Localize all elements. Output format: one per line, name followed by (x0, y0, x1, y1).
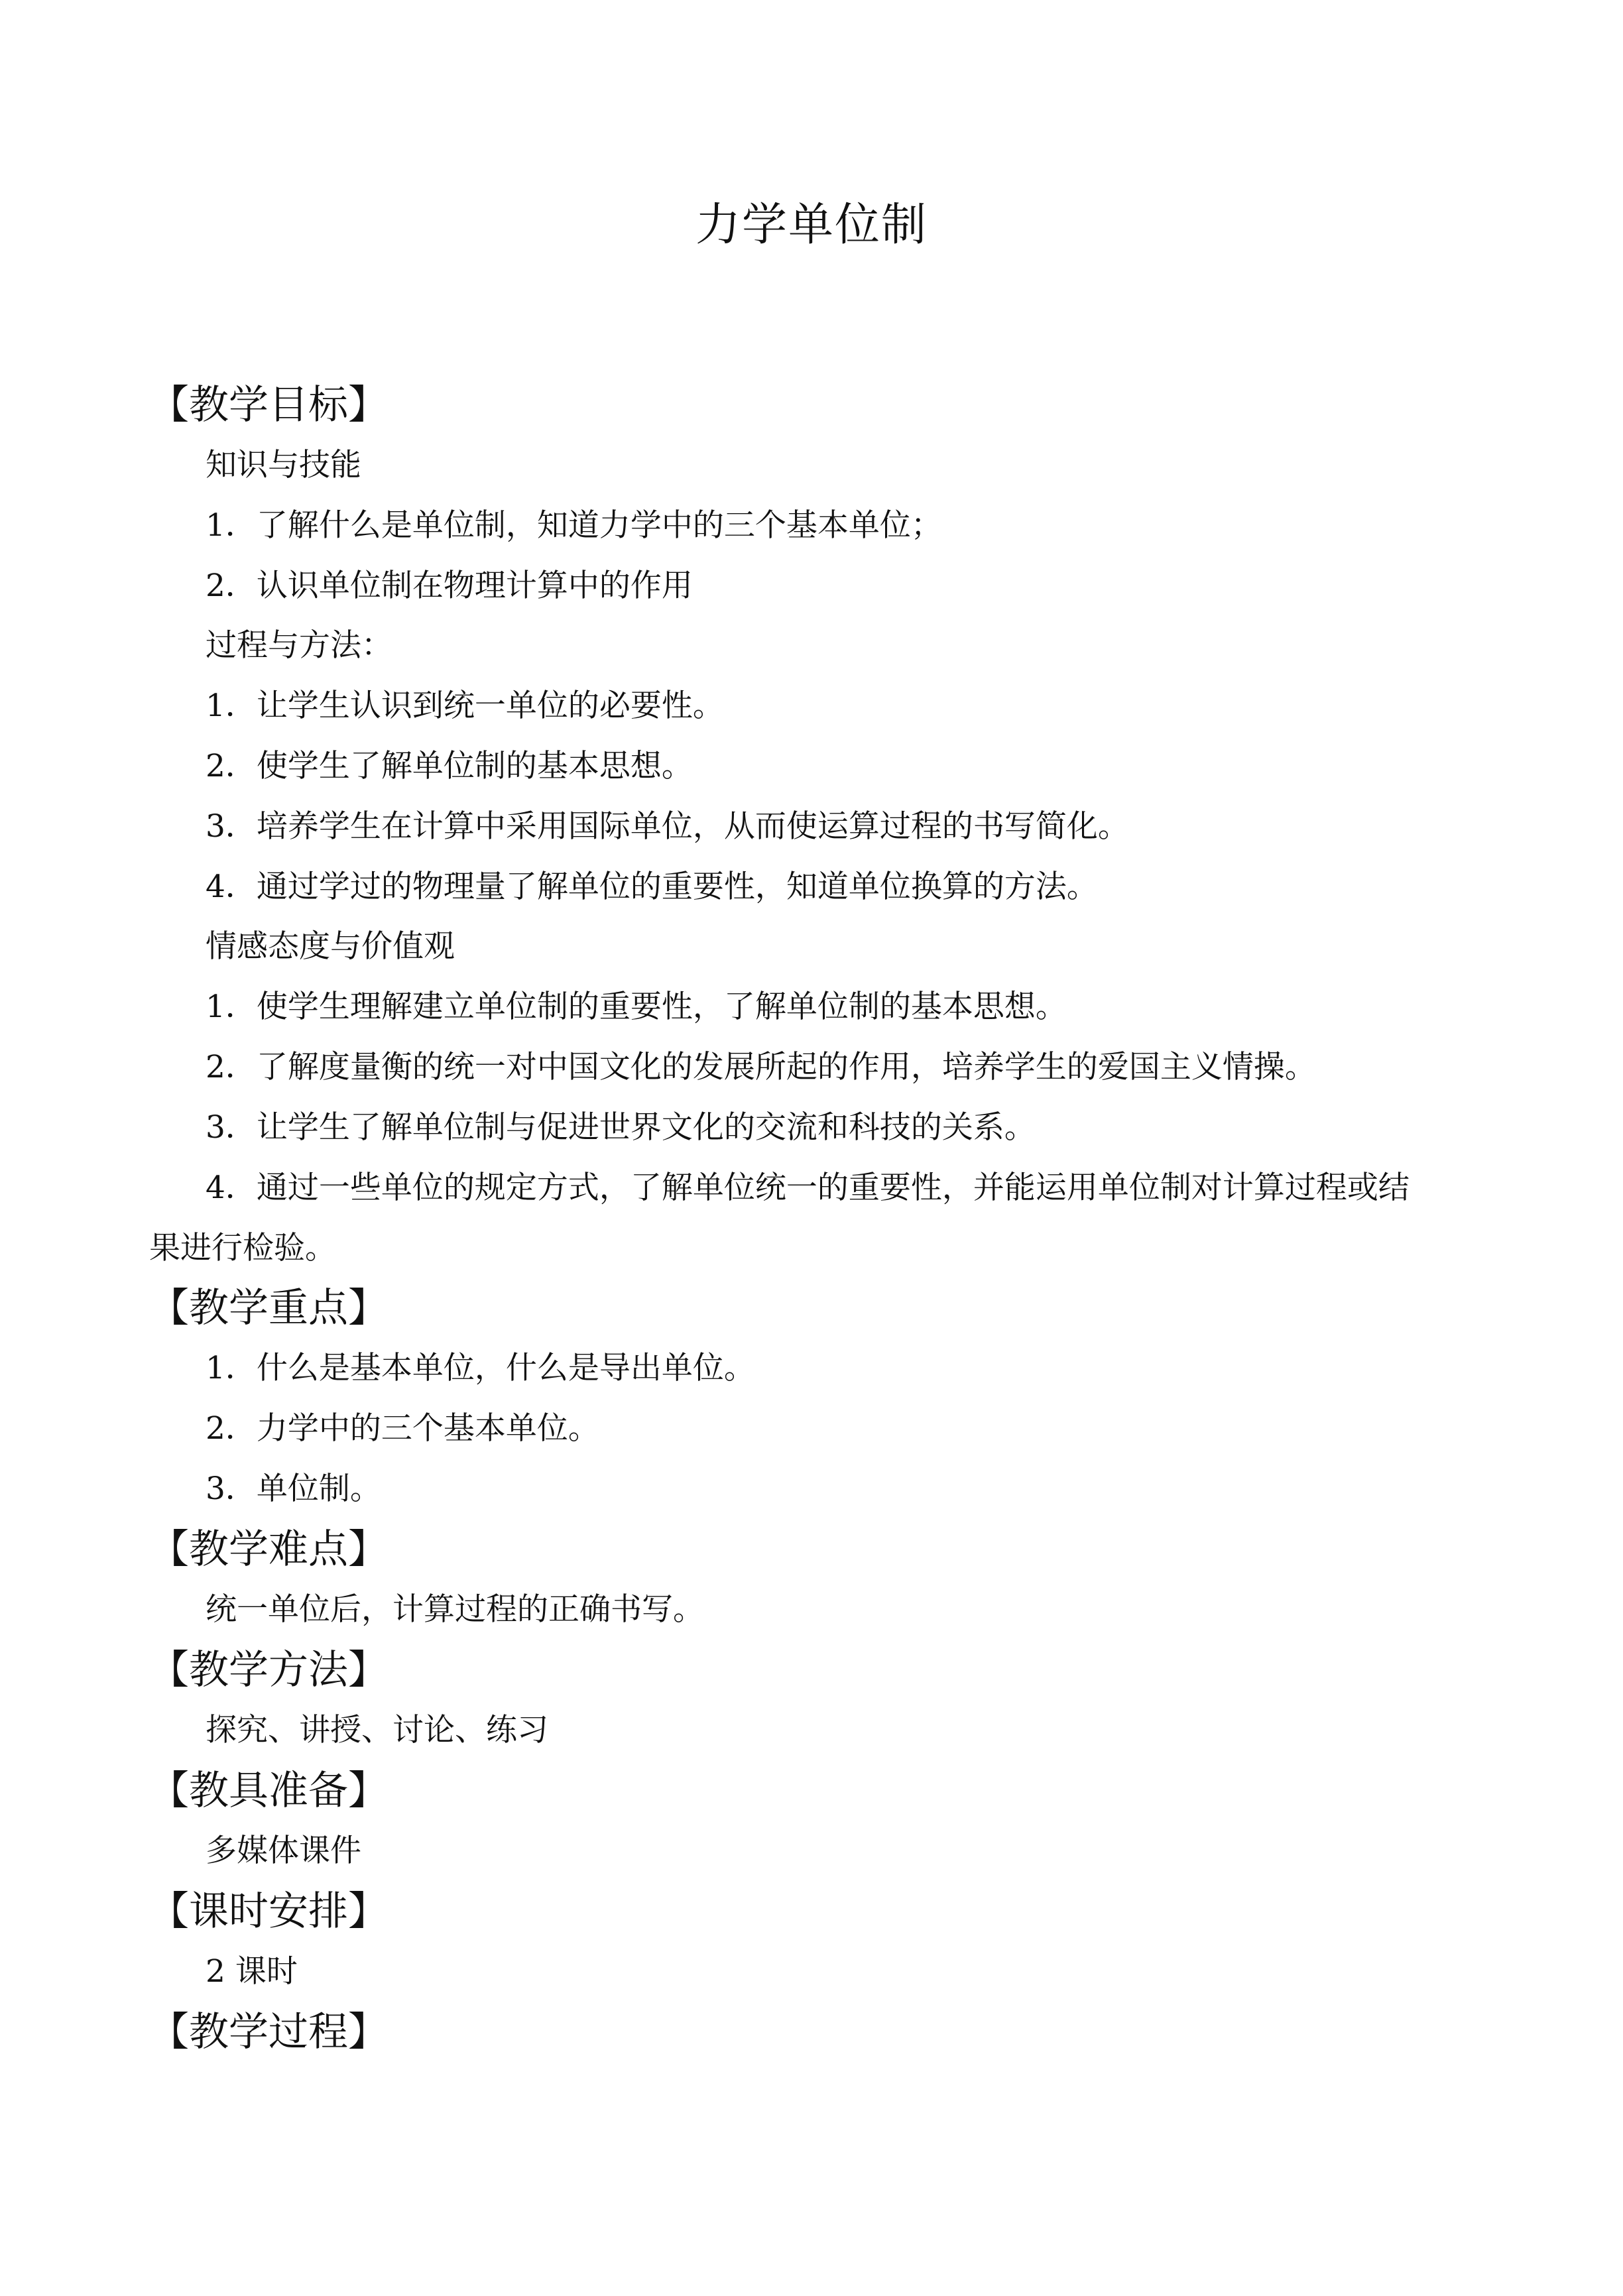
label-emotion: 情感态度与价值观 (206, 928, 455, 965)
tools-text: 多媒体课件 (206, 1833, 361, 1869)
emotion-item-4-line2: 果进行检验。 (149, 1230, 336, 1266)
process-item-1: 1．让学生认识到统一单位的必要性。 (206, 688, 724, 724)
emotion-item-4-line1: 4．通过一些单位的规定方式，了解单位统一的重要性，并能运用单位制对计算过程或结 (206, 1170, 1410, 1206)
heading-tools: 【教具准备】 (149, 1768, 388, 1814)
heading-process: 【教学过程】 (149, 2009, 388, 2055)
emotion-item-2: 2．了解度量衡的统一对中国文化的发展所起的作用，培养学生的爱国主义情操。 (206, 1049, 1316, 1085)
label-knowledge: 知识与技能 (206, 447, 361, 483)
document-title: 力学单位制 (695, 199, 928, 251)
emotion-item-3: 3．让学生了解单位制与促进世界文化的交流和科技的关系。 (206, 1109, 1036, 1146)
heading-difficulties: 【教学难点】 (149, 1526, 388, 1573)
heading-schedule: 【课时安排】 (149, 1888, 388, 1935)
key-point-item-3: 3．单位制。 (206, 1471, 381, 1507)
process-item-3: 3．培养学生在计算中采用国际单位，从而使运算过程的书写简化。 (206, 808, 1129, 845)
schedule-text: 2 课时 (206, 1953, 298, 1990)
knowledge-item-2: 2．认识单位制在物理计算中的作用 (206, 568, 693, 604)
label-process: 过程与方法： (206, 627, 392, 664)
emotion-item-1: 1．使学生理解建立单位制的重要性，了解单位制的基本思想。 (206, 989, 1067, 1025)
heading-methods: 【教学方法】 (149, 1647, 388, 1693)
knowledge-item-1: 1．了解什么是单位制，知道力学中的三个基本单位； (206, 507, 942, 544)
process-item-4: 4．通过学过的物理量了解单位的重要性，知道单位换算的方法。 (206, 869, 1098, 905)
heading-objectives: 【教学目标】 (149, 382, 388, 428)
key-point-item-1: 1．什么是基本单位，什么是导出单位。 (206, 1350, 755, 1386)
difficulties-text: 统一单位后，计算过程的正确书写。 (206, 1591, 704, 1628)
methods-text: 探究、讲授、讨论、练习 (206, 1712, 548, 1748)
heading-key-points: 【教学重点】 (149, 1285, 388, 1331)
process-item-2: 2．使学生了解单位制的基本思想。 (206, 748, 693, 784)
key-point-item-2: 2．力学中的三个基本单位。 (206, 1410, 599, 1447)
